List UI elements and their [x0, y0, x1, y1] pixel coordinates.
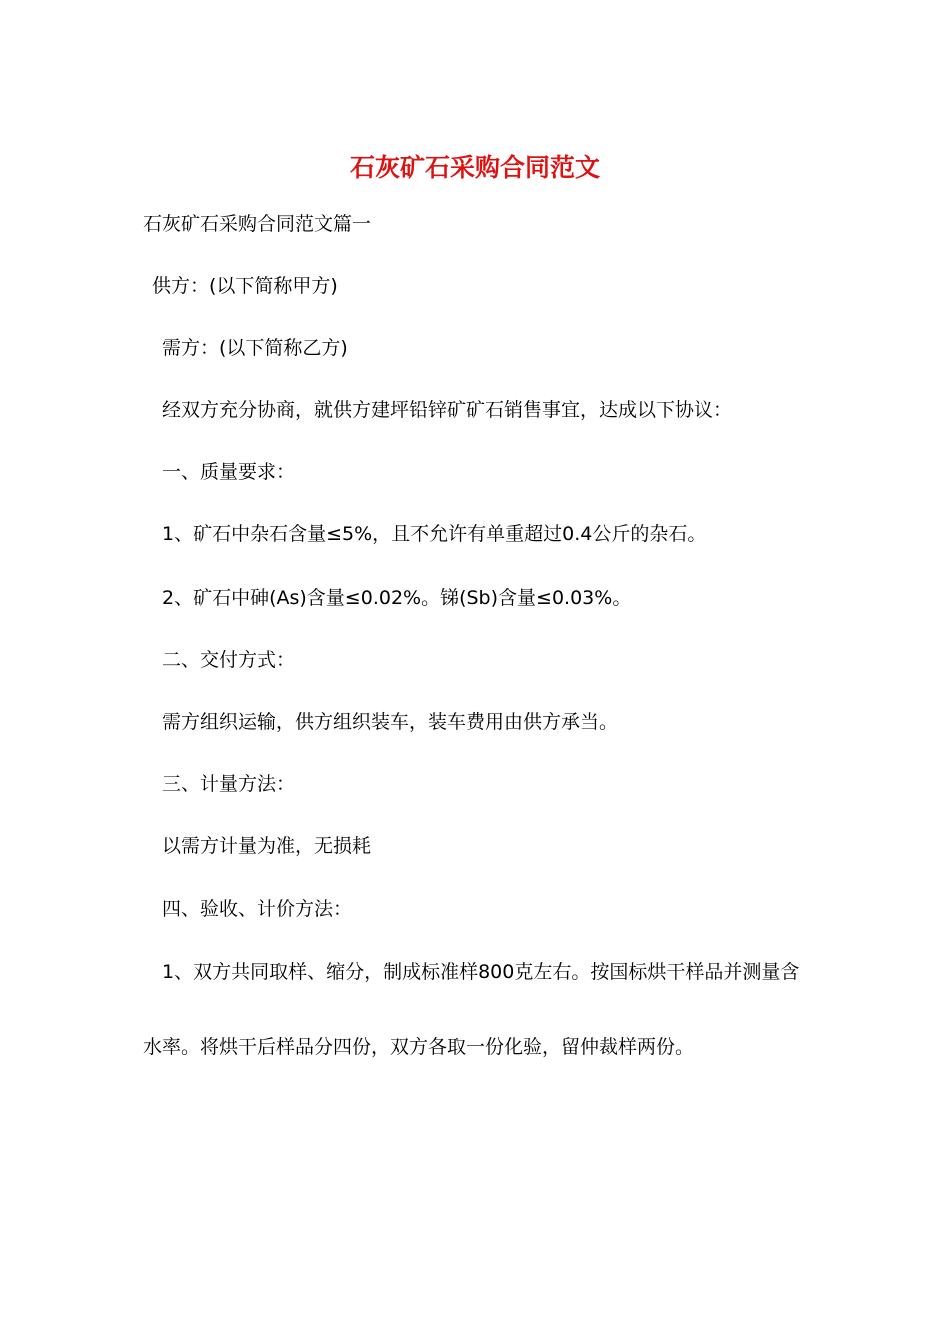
quality-heading: 一、质量要求：	[162, 461, 296, 483]
measurement-text: 以需方计量为准，无损耗	[162, 835, 372, 857]
acceptance-item-1-continued: 水率。将烘干后样品分四份，双方各取一份化验，留仲裁样两份。	[143, 1036, 695, 1058]
agreement-intro: 经双方充分协商，就供方建坪铅锌矿矿石销售事宜，达成以下协议：	[162, 399, 733, 421]
acceptance-heading: 四、验收、计价方法：	[162, 898, 353, 920]
measurement-heading: 三、计量方法：	[162, 773, 296, 795]
document-title: 石灰矿石采购合同范文	[349, 153, 600, 182]
quality-item-2: 2、矿石中砷(As)含量≤0.02%。锑(Sb)含量≤0.03%。	[162, 587, 632, 609]
acceptance-item-1: 1、双方共同取样、缩分，制成标准样800克左右。按国标烘干样品并测量含	[162, 961, 800, 983]
quality-item-1: 1、矿石中杂石含量≤5%，且不允许有单重超过0.4公斤的杂石。	[162, 523, 707, 545]
delivery-heading: 二、交付方式：	[162, 649, 296, 671]
delivery-text: 需方组织运输，供方组织装车，装车费用由供方承当。	[162, 711, 619, 733]
supplier-line: 供方：(以下简称甲方)	[152, 275, 338, 297]
section-heading: 石灰矿石采购合同范文篇一	[143, 213, 372, 235]
buyer-line: 需方：(以下简称乙方)	[162, 337, 348, 359]
